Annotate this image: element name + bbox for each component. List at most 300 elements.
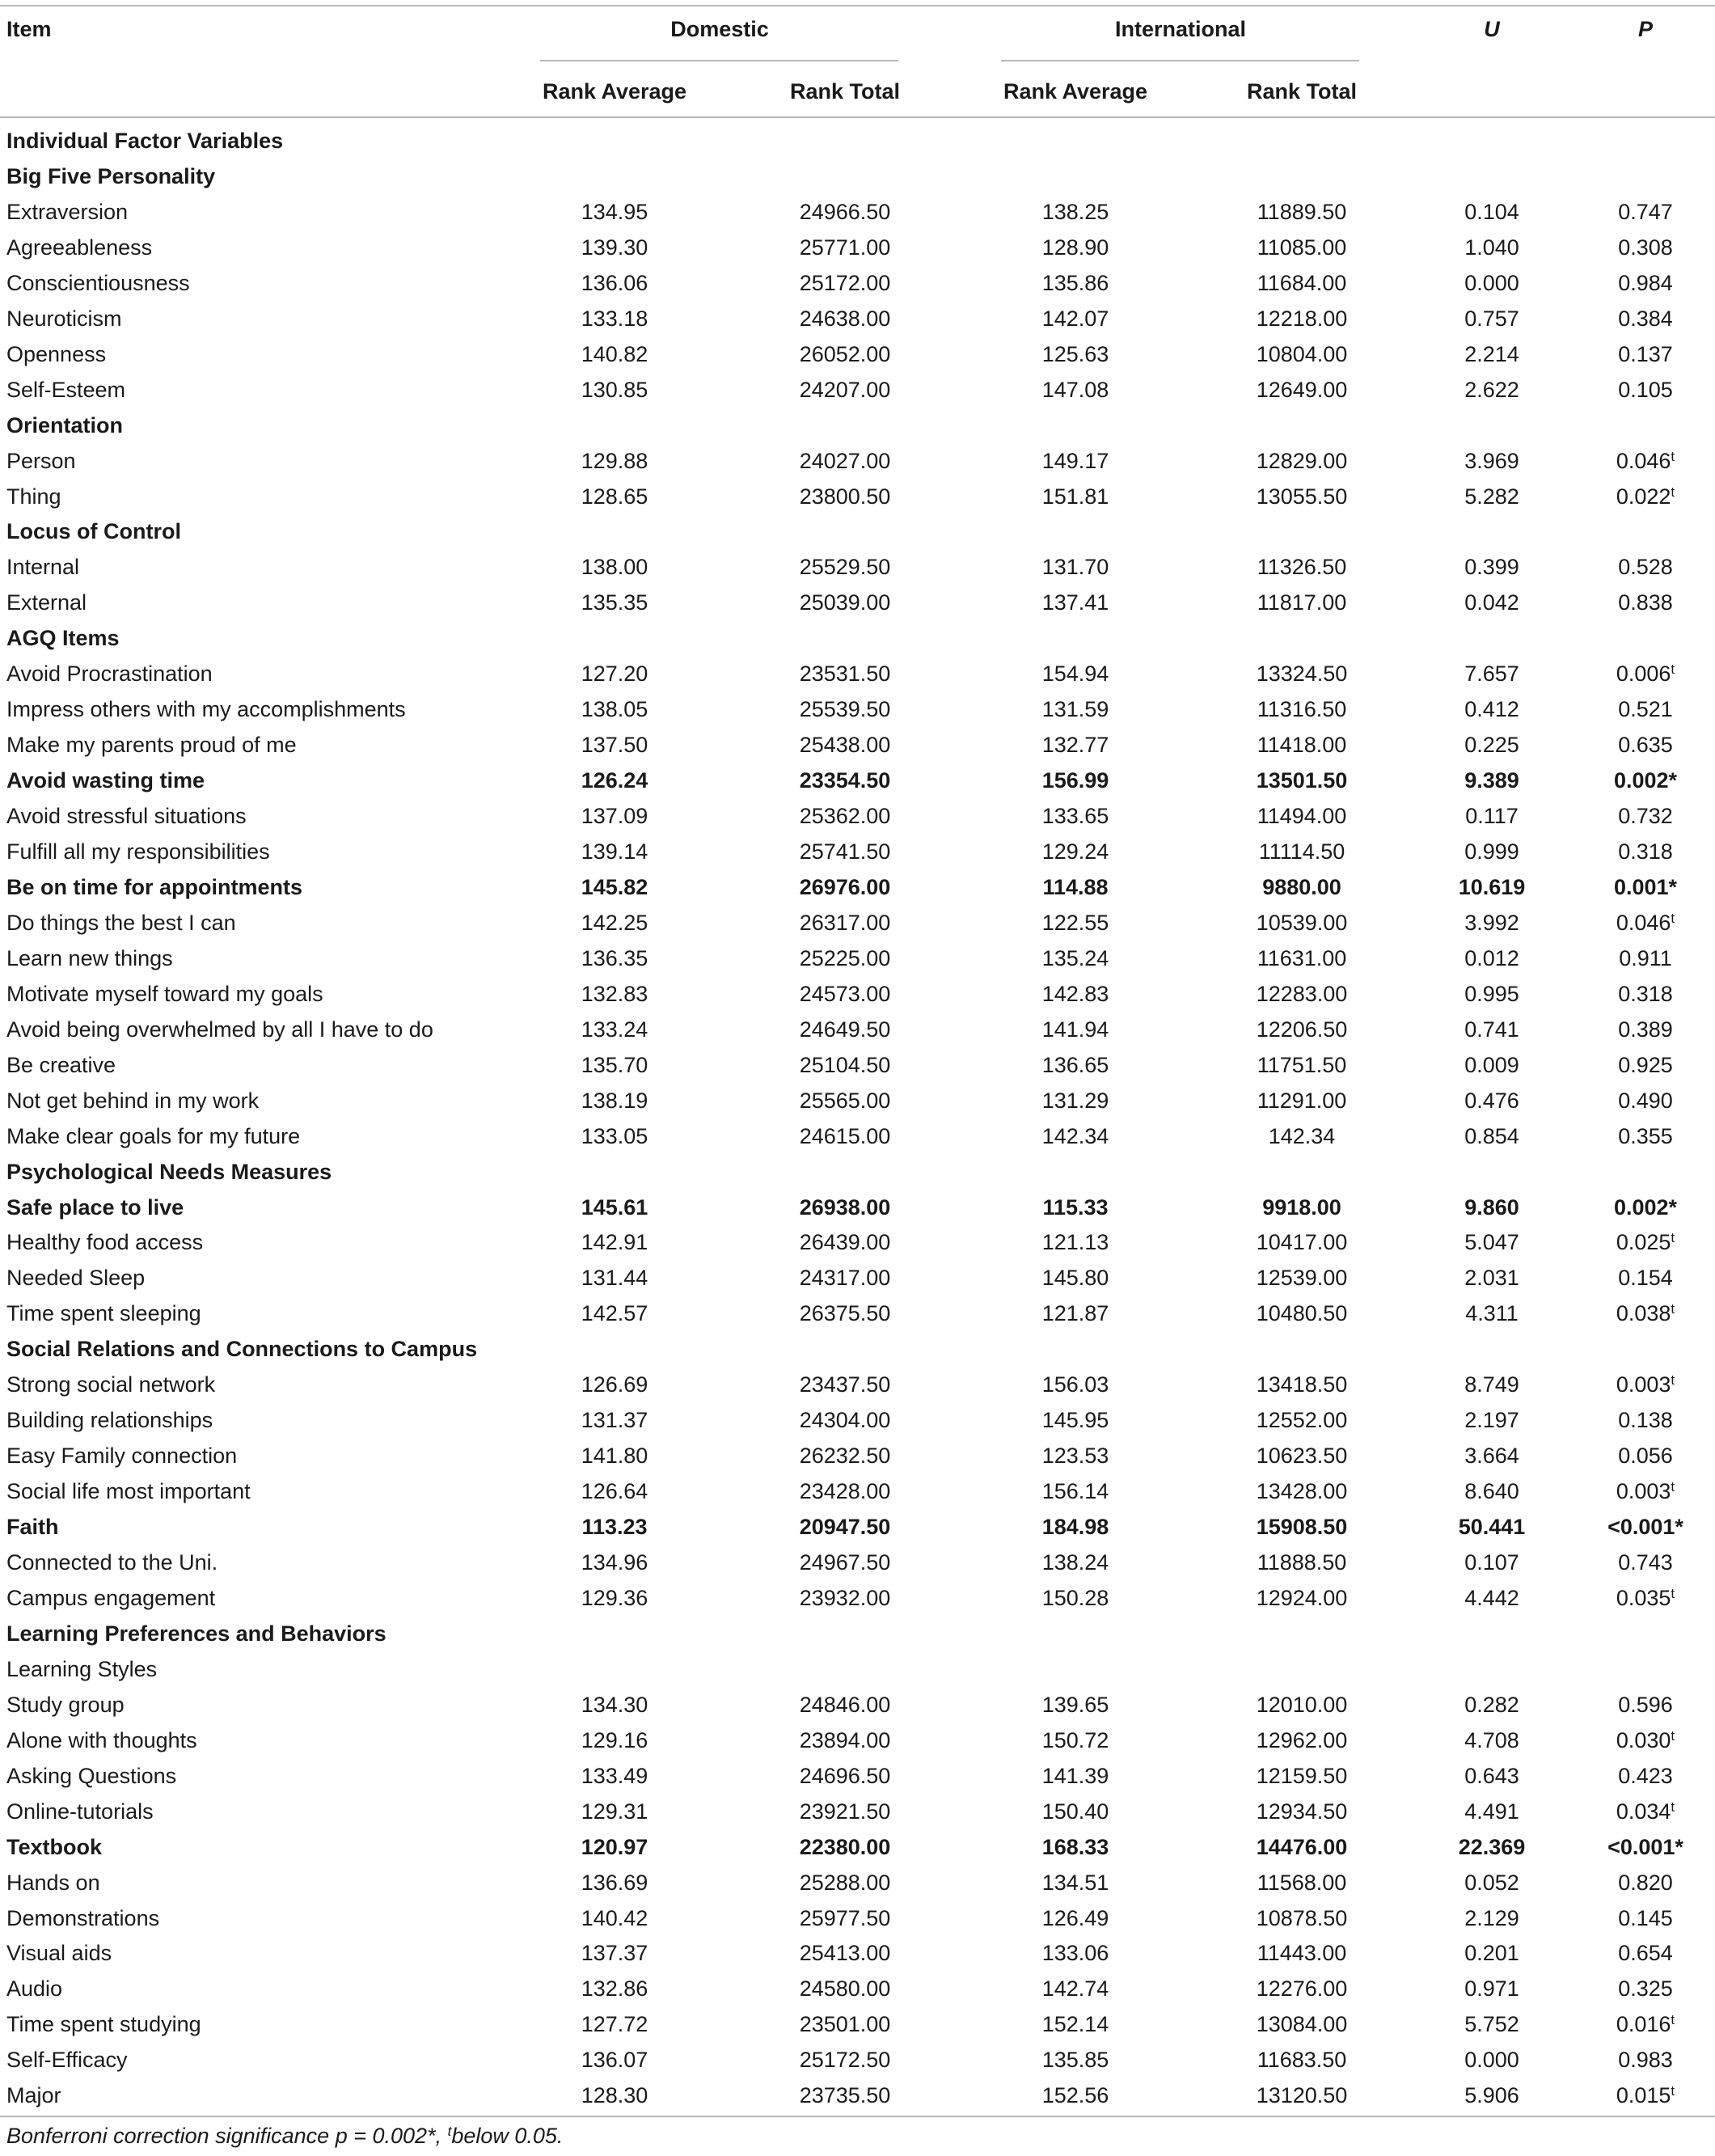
table-row [0, 479, 1715, 514]
item-label: Strong social network [6, 1372, 216, 1397]
item-label: Person [6, 448, 76, 473]
table-row [0, 1687, 1715, 1723]
domestic-rank-total-cell: 24696.50 [799, 1763, 891, 1788]
significance-marker: t [1671, 1301, 1675, 1317]
domestic-rank-total-cell: 24207.00 [799, 377, 891, 402]
p-value: 0.983 [1618, 2048, 1673, 2073]
p-value-cell [1585, 874, 1706, 900]
p-value: 0.025 [1616, 1230, 1671, 1255]
international-rank-average-cell: 131.29 [1041, 1088, 1109, 1113]
significance-marker: t [1671, 1727, 1675, 1744]
p-value-cell [1585, 1514, 1706, 1540]
u-statistic-cell: 0.009 [1464, 1052, 1519, 1077]
domestic-rank-average-cell: 120.97 [581, 1834, 648, 1859]
u-statistic-cell: 8.640 [1464, 1479, 1519, 1504]
p-value-cell [1585, 377, 1706, 403]
domestic-rank-average-cell: 136.07 [581, 2048, 648, 2073]
item-label: Audio [6, 1976, 63, 2002]
p-value: 0.145 [1618, 1905, 1673, 1930]
domestic-rank-total-cell: 26375.50 [799, 1301, 891, 1326]
domestic-rank-total-cell: 23531.50 [799, 662, 891, 687]
table-row [0, 1580, 1715, 1616]
international-rank-total-cell: 11684.00 [1257, 270, 1347, 295]
item-label: Study group [6, 1692, 125, 1717]
item-label: Self-Efficacy [6, 2048, 128, 2073]
item-label: Visual aids [6, 1941, 112, 1966]
international-rank-average-cell: 139.65 [1041, 1692, 1109, 1717]
p-value-cell [1585, 1265, 1706, 1291]
item-label: Be on time for appointments [6, 874, 303, 899]
domestic-rank-total-cell: 23932.00 [799, 1585, 891, 1610]
p-value-cell [1585, 1443, 1706, 1469]
domestic-rank-total-cell: 23428.00 [799, 1479, 891, 1504]
international-rank-total-cell: 12829.00 [1256, 448, 1348, 473]
domestic-rank-total-cell: 25288.00 [799, 1870, 891, 1895]
footnote-superscript: t [447, 2124, 452, 2139]
domestic-rank-average-cell: 129.16 [581, 1727, 648, 1752]
domestic-rank-total-cell: 25225.00 [799, 945, 891, 970]
u-statistic-cell: 0.476 [1464, 1088, 1519, 1113]
section-label: Social Relations and Connections to Campus [6, 1337, 478, 1362]
section-label: Locus of Control [6, 519, 181, 544]
domestic-rank-average-cell: 128.30 [581, 2083, 648, 2108]
u-statistic-cell: 9.389 [1464, 768, 1519, 793]
item-label: Be creative [6, 1052, 116, 1077]
table-row [0, 1012, 1715, 1047]
p-value: 0.015 [1616, 2083, 1671, 2108]
p-value: 0.105 [1618, 377, 1673, 402]
domestic-rank-average-cell: 132.83 [581, 981, 648, 1006]
table-row [0, 2078, 1715, 2113]
p-value: 0.318 [1618, 839, 1673, 864]
table-row [0, 2006, 1715, 2042]
p-value-cell [1585, 1799, 1706, 1824]
footnote-prefix: Bonferroni correction significance p = 0.002*, [6, 2124, 448, 2148]
p-value-cell [1585, 1585, 1706, 1611]
international-rank-average-cell: 168.33 [1041, 1834, 1109, 1859]
domestic-rank-average-cell: 127.20 [581, 662, 648, 687]
item-label: Not get behind in my work [6, 1088, 260, 1113]
significance-marker: t [1671, 1230, 1675, 1246]
international-rank-total-cell: 9880.00 [1262, 874, 1341, 899]
domestic-rank-total-cell: 26317.00 [799, 910, 891, 935]
domestic-rank-total-cell: 25771.00 [799, 235, 891, 260]
u-statistic-cell: 5.282 [1464, 484, 1519, 509]
international-rank-average-cell: 128.90 [1041, 235, 1109, 260]
domestic-rank-total-cell: 25362.00 [799, 804, 891, 829]
table-row [0, 301, 1715, 336]
p-value-cell [1585, 981, 1706, 1007]
u-statistic-cell: 0.854 [1464, 1123, 1519, 1148]
p-value-cell [1585, 910, 1706, 936]
international-rank-total-cell: 11683.50 [1257, 2048, 1347, 2073]
table-row [0, 1794, 1715, 1829]
p-value-cell [1585, 590, 1706, 615]
p-value: 0.046 [1616, 448, 1671, 473]
item-label: Demonstrations [6, 1905, 160, 1930]
p-value: 0.003 [1616, 1479, 1671, 1504]
international-rank-total-cell: 11568.00 [1257, 1870, 1347, 1895]
p-value-cell [1585, 235, 1706, 260]
u-statistic-cell: 0.999 [1464, 839, 1519, 864]
international-rank-average-cell: 152.56 [1041, 2083, 1109, 2108]
domestic-rank-average-cell: 141.80 [581, 1444, 648, 1469]
international-rank-average-cell: 136.65 [1041, 1052, 1109, 1077]
international-rank-total-cell: 11888.50 [1257, 1550, 1347, 1575]
international-rank-average-cell: 126.49 [1041, 1905, 1109, 1930]
p-value: 0.490 [1618, 1088, 1673, 1113]
p-value-cell [1585, 2047, 1706, 2073]
international-rank-total-cell: 12539.00 [1256, 1266, 1348, 1291]
international-rank-total-cell: 11316.50 [1257, 697, 1347, 722]
international-rank-average-cell: 134.51 [1041, 1870, 1109, 1895]
u-statistic-cell: 0.107 [1464, 1550, 1519, 1575]
table-row [0, 1829, 1715, 1865]
significance-marker: t [1671, 2083, 1675, 2099]
international-rank-average-cell: 138.24 [1041, 1550, 1109, 1575]
section-header-row [0, 1616, 1715, 1651]
section-header-row [0, 159, 1715, 194]
international-rank-total-cell: 11114.50 [1258, 839, 1345, 864]
p-value: <0.001* [1607, 1834, 1683, 1859]
international-rank-total-cell: 12934.50 [1256, 1799, 1348, 1824]
table-row [0, 1473, 1715, 1509]
item-label: Self-Esteem [6, 377, 126, 402]
u-statistic-cell: 2.031 [1464, 1266, 1519, 1291]
section-label: Learning Preferences and Behaviors [6, 1621, 387, 1646]
domestic-rank-total-cell: 23501.00 [799, 2012, 891, 2037]
international-rank-average-cell: 133.65 [1041, 804, 1109, 829]
u-statistic-cell: 0.225 [1464, 733, 1519, 758]
item-label: Thing [6, 484, 61, 509]
domestic-rank-average-cell: 128.65 [581, 484, 648, 509]
p-value-cell [1585, 1727, 1706, 1753]
p-value: 0.154 [1618, 1266, 1673, 1291]
international-rank-average-cell: 131.70 [1041, 555, 1109, 580]
table-row [0, 1971, 1715, 2006]
u-statistic-cell: 0.399 [1464, 555, 1519, 580]
u-statistic-cell: 4.311 [1465, 1301, 1519, 1326]
p-value: 0.528 [1618, 555, 1673, 580]
international-rank-total-cell: 12159.50 [1256, 1763, 1348, 1788]
item-label: Learn new things [6, 945, 173, 970]
u-statistic-cell: 0.412 [1464, 697, 1519, 722]
domestic-rank-average-cell: 133.24 [581, 1017, 648, 1042]
u-statistic-cell: 0.042 [1464, 590, 1519, 615]
international-rank-total-cell: 12218.00 [1256, 306, 1348, 331]
p-value-cell [1585, 732, 1706, 758]
domestic-rank-average-cell: 129.31 [581, 1799, 648, 1824]
item-label: Openness [6, 341, 107, 366]
p-value-cell [1585, 1763, 1706, 1789]
item-label: Avoid being overwhelmed by all I have to do [6, 1017, 433, 1042]
header-domestic-rank-total: Rank Total [789, 79, 900, 104]
u-statistic-cell: 2.214 [1464, 341, 1519, 366]
international-rank-average-cell: 145.80 [1041, 1266, 1109, 1291]
u-statistic-cell: 10.619 [1458, 874, 1526, 899]
international-rank-total-cell: 10878.50 [1256, 1905, 1348, 1930]
international-rank-average-cell: 122.55 [1041, 910, 1109, 935]
p-value: 0.325 [1618, 1976, 1673, 2002]
p-value-cell [1585, 767, 1706, 793]
p-value-cell [1585, 484, 1706, 509]
u-statistic-cell: 3.969 [1464, 448, 1519, 473]
domestic-rank-average-cell: 134.95 [581, 199, 648, 224]
p-value: 0.006 [1616, 662, 1671, 687]
domestic-rank-average-cell: 138.00 [581, 555, 648, 580]
p-value-cell [1585, 1940, 1706, 1966]
domestic-rank-total-cell: 24846.00 [799, 1692, 891, 1717]
domestic-rank-average-cell: 137.09 [581, 804, 648, 829]
item-label: Major [6, 2083, 61, 2108]
item-label: Safe place to live [6, 1194, 184, 1220]
section-header-row [0, 123, 1715, 159]
p-value: 0.001* [1613, 874, 1678, 899]
p-value: 0.423 [1618, 1763, 1673, 1788]
u-statistic-cell: 0.000 [1464, 2048, 1519, 2073]
table-row [0, 443, 1715, 479]
item-label: Fulfill all my responsibilities [6, 839, 270, 864]
domestic-rank-total-cell: 24573.00 [799, 981, 891, 1006]
u-statistic-cell: 4.442 [1464, 1585, 1519, 1610]
international-rank-total-cell: 11817.00 [1257, 590, 1347, 615]
u-statistic-cell: 0.282 [1464, 1692, 1519, 1717]
p-value: 0.022 [1616, 484, 1671, 509]
international-rank-total-cell: 15908.50 [1256, 1515, 1348, 1540]
header-domestic: Domestic [670, 17, 769, 41]
domestic-rank-total-cell: 25438.00 [799, 733, 891, 758]
table-row [0, 1758, 1715, 1794]
international-rank-total-cell: 13055.50 [1256, 484, 1348, 509]
p-value: 0.137 [1618, 341, 1673, 366]
p-value: 0.984 [1618, 270, 1673, 295]
p-value: 0.747 [1618, 199, 1673, 224]
section-label: AGQ Items [6, 626, 120, 651]
international-rank-total-cell: 12649.00 [1256, 377, 1348, 402]
international-rank-average-cell: 184.98 [1041, 1515, 1109, 1540]
international-rank-average-cell: 121.13 [1041, 1230, 1109, 1255]
item-label: Alone with thoughts [6, 1727, 197, 1752]
item-label: Do things the best I can [6, 910, 236, 935]
item-label: Impress others with my accomplishments [6, 697, 406, 722]
domestic-rank-average-cell: 134.30 [581, 1692, 648, 1717]
u-statistic-cell: 0.000 [1464, 270, 1519, 295]
u-statistic-cell: 0.971 [1464, 1976, 1519, 2002]
table-row [0, 1935, 1715, 1971]
p-value-cell [1585, 803, 1706, 829]
section-header-row [0, 514, 1715, 549]
header-domestic-rank-average: Rank Average [542, 79, 687, 104]
domestic-rank-average-cell: 126.64 [581, 1479, 648, 1504]
international-rank-average-cell: 141.39 [1041, 1763, 1109, 1788]
table-footnote [6, 2124, 563, 2149]
item-label: Agreeableness [6, 235, 153, 260]
item-label: Textbook [6, 1834, 103, 1859]
p-value: <0.001* [1607, 1515, 1683, 1540]
table-row [0, 1865, 1715, 1900]
table-row [0, 976, 1715, 1012]
international-rank-total-cell: 13084.00 [1256, 2012, 1348, 2037]
u-statistic-cell: 50.441 [1458, 1515, 1526, 1540]
domestic-rank-average-cell: 133.49 [581, 1763, 648, 1788]
domestic-rank-total-cell: 23800.50 [799, 484, 891, 509]
table-row [0, 1083, 1715, 1118]
p-value: 0.820 [1618, 1870, 1673, 1895]
table-row [0, 1651, 1715, 1687]
significance-marker: t [1671, 1799, 1675, 1815]
domestic-rank-average-cell: 138.05 [581, 697, 648, 722]
section-label: Big Five Personality [6, 163, 216, 188]
international-rank-average-cell: 135.86 [1041, 270, 1109, 295]
header-item: Item [6, 17, 52, 41]
p-value-cell [1585, 448, 1706, 474]
p-value-cell [1585, 341, 1706, 367]
u-statistic-cell: 5.906 [1464, 2083, 1519, 2108]
international-rank-average-cell: 133.06 [1041, 1941, 1109, 1966]
domestic-rank-total-cell: 24304.00 [799, 1408, 891, 1433]
domestic-rank-average-cell: 142.91 [581, 1230, 648, 1255]
domestic-rank-average-cell: 126.69 [581, 1372, 648, 1397]
international-rank-average-cell: 154.94 [1041, 662, 1109, 687]
domestic-rank-total-cell: 25172.00 [799, 270, 891, 295]
domestic-rank-average-cell: 142.25 [581, 910, 648, 935]
item-label: Extraversion [6, 199, 129, 224]
item-label: Healthy food access [6, 1230, 204, 1255]
domestic-rank-total-cell: 26938.00 [799, 1194, 891, 1220]
p-value-cell [1585, 1123, 1706, 1149]
table-row [0, 2042, 1715, 2078]
p-value: 0.318 [1618, 981, 1673, 1006]
international-rank-average-cell: 151.81 [1041, 484, 1109, 509]
international-rank-total-cell: 12276.00 [1256, 1976, 1348, 2002]
international-rank-total-cell: 11326.50 [1257, 555, 1347, 580]
section-header-row [0, 408, 1715, 443]
domestic-rank-total-cell: 25529.50 [799, 555, 891, 580]
table-top-rule [0, 5, 1715, 6]
p-value: 0.003 [1616, 1372, 1671, 1397]
international-rank-average-cell: 156.14 [1041, 1479, 1109, 1504]
p-value-cell [1585, 1300, 1706, 1326]
international-rank-average-cell: 142.07 [1041, 306, 1109, 331]
international-rank-average-cell: 150.72 [1041, 1727, 1109, 1752]
u-statistic-cell: 0.012 [1464, 945, 1519, 970]
domestic-rank-average-cell: 136.69 [581, 1870, 648, 1895]
table-row [0, 727, 1715, 763]
domestic-rank-average-cell: 139.14 [581, 839, 648, 864]
u-statistic-cell: 2.197 [1464, 1408, 1519, 1433]
p-value: 0.030 [1616, 1727, 1671, 1752]
section-header-row [0, 1331, 1715, 1367]
international-rank-average-cell: 114.88 [1042, 874, 1109, 899]
p-value: 0.308 [1618, 235, 1673, 260]
p-value-cell [1585, 661, 1706, 687]
significance-marker: t [1671, 910, 1675, 926]
domestic-rank-total-cell: 26976.00 [799, 874, 891, 899]
header-international-rank-total: Rank Total [1246, 79, 1357, 104]
u-statistic-cell: 0.052 [1464, 1870, 1519, 1895]
item-label: Time spent studying [6, 2012, 201, 2037]
item-label: Avoid Procrastination [6, 662, 213, 687]
international-rank-total-cell: 13501.50 [1256, 768, 1348, 793]
table-row [0, 549, 1715, 585]
u-statistic-cell: 0.117 [1465, 804, 1519, 829]
item-label: Learning Styles [6, 1656, 158, 1681]
table-row [0, 1402, 1715, 1438]
u-statistic-cell: 5.752 [1464, 2012, 1519, 2037]
domestic-rank-average-cell: 113.23 [581, 1515, 648, 1540]
p-value: 0.596 [1618, 1692, 1673, 1717]
international-rank-total-cell: 12924.00 [1256, 1585, 1348, 1610]
u-statistic-cell: 3.992 [1464, 910, 1519, 935]
section-header-row [0, 620, 1715, 656]
international-rank-total-cell: 11085.00 [1257, 235, 1347, 260]
p-value-cell [1585, 1229, 1706, 1255]
domestic-rank-average-cell: 131.44 [581, 1266, 648, 1291]
p-value-cell [1585, 2011, 1706, 2037]
domestic-rank-average-cell: 137.50 [581, 733, 648, 758]
domestic-rank-average-cell: 135.70 [581, 1052, 648, 1077]
table-bottom-rule [0, 2116, 1715, 2117]
table-row [0, 1438, 1715, 1473]
international-rank-total-cell: 9918.00 [1262, 1194, 1341, 1220]
international-rank-total-cell: 10480.50 [1256, 1301, 1348, 1326]
domestic-rank-average-cell: 129.88 [581, 448, 648, 473]
u-statistic-cell: 4.491 [1464, 1799, 1519, 1824]
item-label: Make my parents proud of me [6, 733, 297, 758]
item-label: Hands on [6, 1870, 100, 1895]
international-rank-total-cell: 10623.50 [1256, 1444, 1348, 1469]
item-label: Faith [6, 1515, 59, 1540]
table-row [0, 691, 1715, 727]
table-row [0, 1723, 1715, 1758]
international-rank-total-cell: 11494.00 [1257, 804, 1347, 829]
u-statistic-cell: 0.201 [1464, 1941, 1519, 1966]
domestic-rank-average-cell: 136.06 [581, 270, 648, 295]
domestic-rank-average-cell: 126.24 [581, 768, 648, 793]
p-value-cell [1585, 1834, 1706, 1860]
international-rank-total-cell: 13428.00 [1256, 1479, 1348, 1504]
significance-marker: t [1671, 448, 1675, 464]
domestic-rank-total-cell: 25539.50 [799, 697, 891, 722]
item-label: Asking Questions [6, 1763, 177, 1788]
international-rank-total-cell: 11751.50 [1257, 1052, 1347, 1077]
item-label: Time spent sleeping [6, 1301, 201, 1326]
table-row [0, 1296, 1715, 1331]
p-value-cell [1585, 554, 1706, 580]
p-value-cell [1585, 1549, 1706, 1575]
p-value-cell [1585, 1478, 1706, 1504]
domestic-rank-total-cell: 24317.00 [799, 1266, 891, 1291]
significance-marker: t [1671, 2012, 1675, 2028]
table-row [0, 336, 1715, 372]
domestic-rank-total-cell: 24967.50 [799, 1550, 891, 1575]
p-value-cell [1585, 1372, 1706, 1397]
p-value: 0.002* [1613, 1194, 1678, 1220]
table-row [0, 905, 1715, 941]
international-rank-average-cell: 132.77 [1041, 733, 1109, 758]
domestic-group-rule [540, 60, 898, 61]
international-rank-average-cell: 150.40 [1041, 1799, 1109, 1824]
item-label: Motivate myself toward my goals [6, 981, 323, 1006]
domestic-rank-total-cell: 23354.50 [799, 768, 891, 793]
domestic-rank-average-cell: 137.37 [581, 1941, 648, 1966]
u-statistic-cell: 2.622 [1464, 377, 1519, 402]
p-value-cell [1585, 1052, 1706, 1078]
domestic-rank-average-cell: 130.85 [581, 377, 648, 402]
domestic-rank-total-cell: 24027.00 [799, 448, 891, 473]
u-statistic-cell: 7.657 [1464, 662, 1519, 687]
domestic-rank-average-cell: 131.37 [581, 1408, 648, 1433]
